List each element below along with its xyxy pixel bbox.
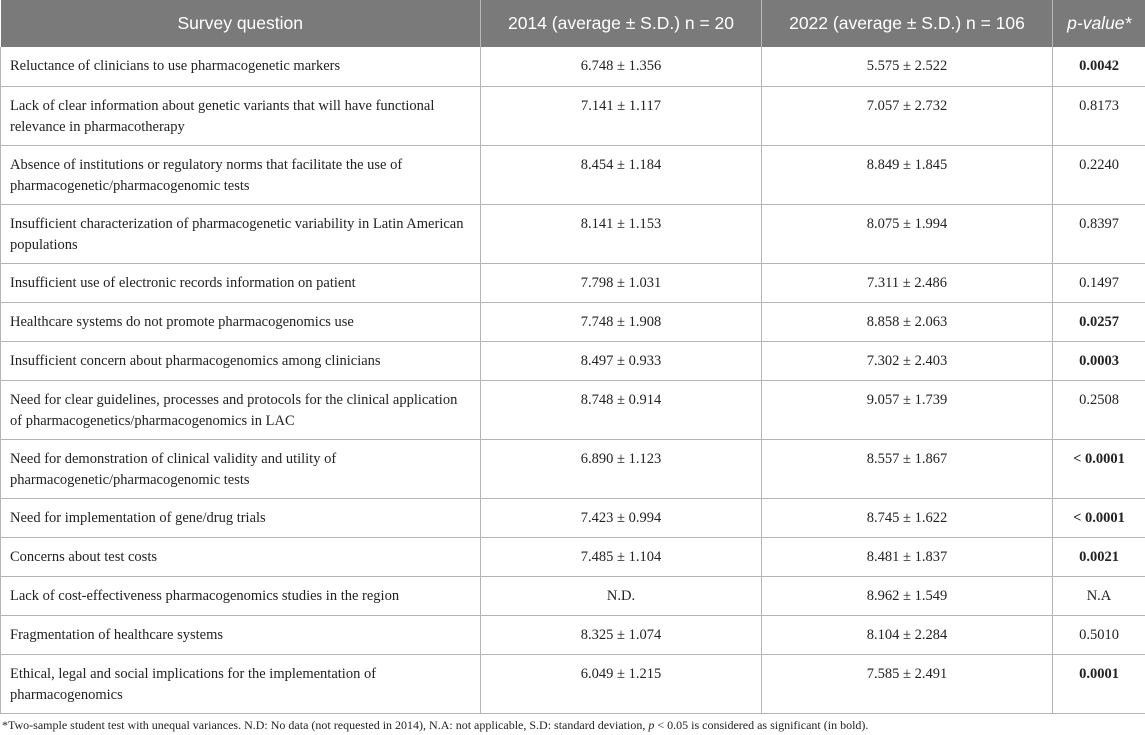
table-row — [1, 204, 1145, 263]
cell-2014-value: 6.049 ± 1.215 — [481, 654, 762, 713]
cell-survey-question: Ethical, legal and social implications for the implementation of pharmacogenomics — [1, 654, 481, 713]
table-row — [1, 341, 1145, 380]
cell-2014-value: 7.748 ± 1.908 — [481, 302, 762, 341]
cell-p-value: 0.5010 — [1053, 615, 1145, 654]
table-row — [1, 654, 1145, 713]
footnote-text-1: *Two-sample student test with unequal variances. N.D: No data (not requested in 2014), N.A: not applicable, S.D: standard deviation, — [2, 718, 649, 732]
cell-2014-value: 7.485 ± 1.104 — [481, 537, 762, 576]
cell-p-value: 0.2240 — [1053, 145, 1145, 204]
cell-p-value: 0.1497 — [1053, 263, 1145, 302]
table-row — [1, 302, 1145, 341]
footnote-text-2: < 0.05 is considered as significant (in bold). — [654, 718, 869, 732]
cell-2014-value: 8.141 ± 1.153 — [481, 204, 762, 263]
cell-p-value: 0.0021 — [1053, 537, 1145, 576]
cell-2014-value: 7.141 ± 1.117 — [481, 86, 762, 145]
cell-survey-question: Lack of cost-effectiveness pharmacogenomics studies in the region — [1, 576, 481, 615]
header-2022: 2022 (average ± S.D.) n = 106 — [762, 0, 1053, 47]
cell-2022-value: 7.057 ± 2.732 — [762, 86, 1053, 145]
cell-p-value: 0.8397 — [1053, 204, 1145, 263]
header-2014: 2014 (average ± S.D.) n = 20 — [481, 0, 762, 47]
cell-survey-question: Insufficient concern about pharmacogenomics among clinicians — [1, 341, 481, 380]
table-row — [1, 537, 1145, 576]
header-row — [1, 0, 1145, 47]
table-header — [1, 0, 1145, 47]
table-row — [1, 47, 1145, 86]
cell-p-value: 0.0042 — [1053, 47, 1145, 86]
cell-2022-value: 8.075 ± 1.994 — [762, 204, 1053, 263]
cell-2022-value: 8.557 ± 1.867 — [762, 439, 1053, 498]
cell-2014-value: 8.748 ± 0.914 — [481, 380, 762, 439]
cell-survey-question: Concerns about test costs — [1, 537, 481, 576]
cell-2022-value: 8.849 ± 1.845 — [762, 145, 1053, 204]
cell-2014-value: 8.454 ± 1.184 — [481, 145, 762, 204]
cell-p-value: 0.0003 — [1053, 341, 1145, 380]
cell-2022-value: 8.104 ± 2.284 — [762, 615, 1053, 654]
cell-p-value: 0.0257 — [1053, 302, 1145, 341]
cell-2022-value: 7.585 ± 2.491 — [762, 654, 1053, 713]
cell-2022-value: 5.575 ± 2.522 — [762, 47, 1053, 86]
cell-survey-question: Need for implementation of gene/drug trials — [1, 498, 481, 537]
header-survey-question: Survey question — [1, 0, 481, 47]
cell-2022-value: 7.311 ± 2.486 — [762, 263, 1053, 302]
cell-p-value: 0.8173 — [1053, 86, 1145, 145]
cell-2014-value: 8.325 ± 1.074 — [481, 615, 762, 654]
table-row — [1, 498, 1145, 537]
cell-2014-value: 6.748 ± 1.356 — [481, 47, 762, 86]
cell-2022-value: 9.057 ± 1.739 — [762, 380, 1053, 439]
cell-2014-value: N.D. — [481, 576, 762, 615]
cell-p-value: < 0.0001 — [1053, 498, 1145, 537]
cell-survey-question: Insufficient use of electronic records information on patient — [1, 263, 481, 302]
cell-survey-question: Fragmentation of healthcare systems — [1, 615, 481, 654]
cell-survey-question: Need for demonstration of clinical validity and utility of pharmacogenetic/pharmacogenomic tests — [1, 439, 481, 498]
table-row — [1, 380, 1145, 439]
cell-2014-value: 6.890 ± 1.123 — [481, 439, 762, 498]
cell-survey-question: Insufficient characterization of pharmacogenetic variability in Latin American populations — [1, 204, 481, 263]
cell-p-value: 0.2508 — [1053, 380, 1145, 439]
cell-2022-value: 8.962 ± 1.549 — [762, 576, 1053, 615]
table-row — [1, 86, 1145, 145]
cell-survey-question: Lack of clear information about genetic variants that will have functional relevance in pharmacotherapy — [1, 86, 481, 145]
cell-2022-value: 8.745 ± 1.622 — [762, 498, 1053, 537]
cell-survey-question: Healthcare systems do not promote pharmacogenomics use — [1, 302, 481, 341]
table-row — [1, 263, 1145, 302]
footnote-p-symbol: p — [648, 718, 655, 732]
table-body — [1, 47, 1145, 713]
cell-2022-value: 8.858 ± 2.063 — [762, 302, 1053, 341]
table-row — [1, 615, 1145, 654]
table-row — [1, 576, 1145, 615]
cell-2014-value: 7.423 ± 0.994 — [481, 498, 762, 537]
table-row — [1, 145, 1145, 204]
cell-2014-value: 8.497 ± 0.933 — [481, 341, 762, 380]
table-footnote — [2, 718, 1142, 733]
cell-2022-value: 8.481 ± 1.837 — [762, 537, 1053, 576]
cell-p-value: N.A — [1053, 576, 1145, 615]
cell-2022-value: 7.302 ± 2.403 — [762, 341, 1053, 380]
cell-p-value: 0.0001 — [1053, 654, 1145, 713]
cell-survey-question: Reluctance of clinicians to use pharmacogenetic markers — [1, 47, 481, 86]
cell-survey-question: Absence of institutions or regulatory norms that facilitate the use of pharmacogenetic/pharmacogenomic tests — [1, 145, 481, 204]
cell-p-value: < 0.0001 — [1053, 439, 1145, 498]
header-p-value: p-value* — [1053, 0, 1145, 47]
cell-survey-question: Need for clear guidelines, processes and protocols for the clinical application of pharmacogenetics/pharmacogenomics in LAC — [1, 380, 481, 439]
table-row — [1, 439, 1145, 498]
cell-2014-value: 7.798 ± 1.031 — [481, 263, 762, 302]
